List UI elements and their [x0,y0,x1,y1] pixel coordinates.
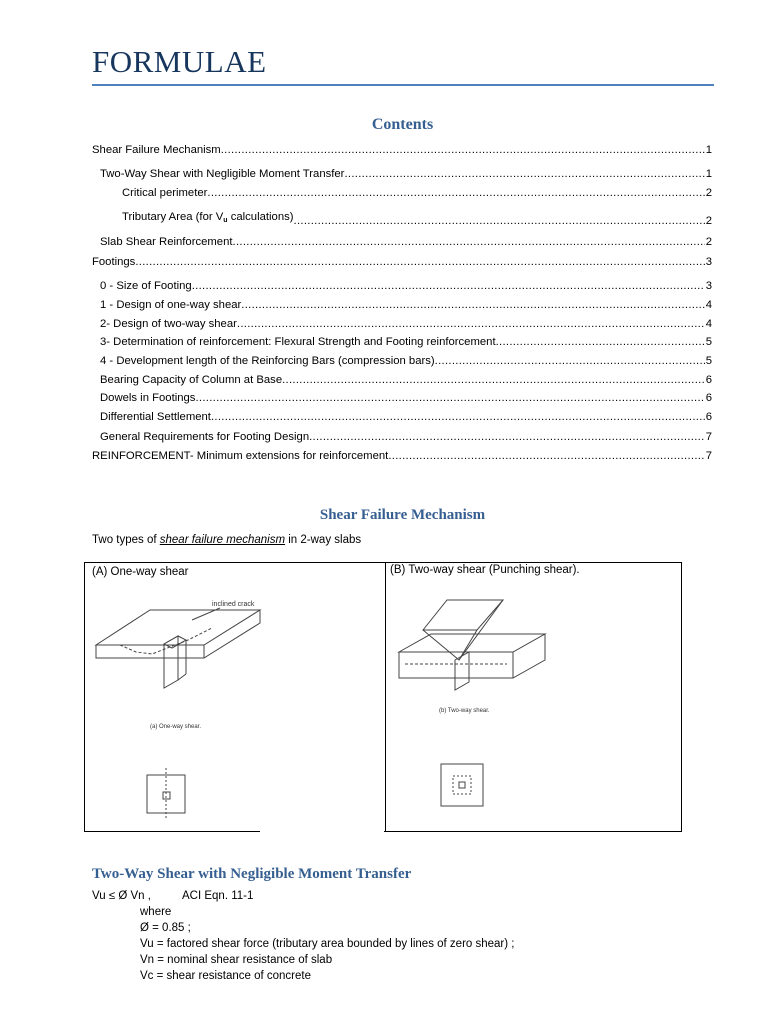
toc-entry-page: 5 [705,336,712,348]
two-way-shear-heading: Two-Way Shear with Negligible Moment Transfer [92,866,412,882]
toc-entry-label: Two-Way Shear with Negligible Moment Transfer [100,168,345,180]
toc-entry-page: 6 [705,392,712,404]
toc-entry[interactable] [100,373,712,387]
toc-leader [221,143,705,157]
toc-entry-label: 1 - Design of one-way shear [100,299,242,311]
toc-entry-label: Critical perimeter [122,187,208,199]
toc-leader [388,449,704,463]
toc-entry-page: 7 [705,431,712,443]
toc-entry[interactable] [100,335,712,349]
shear-failure-heading: Shear Failure Mechanism [319,507,486,523]
toc-entry[interactable] [100,317,712,331]
toc-entry-label: 0 - Size of Footing [100,280,192,292]
toc-leader [344,167,704,181]
toc-entry[interactable] [92,143,712,157]
toc-entry[interactable] [100,430,712,444]
toc-leader [435,354,705,368]
toc-entry[interactable] [92,449,712,463]
equation-lhs: Vu ≤ Ø Vn , [92,890,151,902]
toc-leader [282,373,705,387]
toc-entry-label: Footings [92,256,136,268]
toc-entry-page: 2 [705,236,712,248]
toc-entry-label: General Requirements for Footing Design [100,431,310,443]
toc-leader [294,214,705,228]
two-way-shear-figure [395,582,560,817]
toc-entry-page: 3 [705,280,712,292]
toc-entry-label: Dowels in Footings [100,392,196,404]
document-title: FORMULAE [92,44,267,79]
toc-entry-label: REINFORCEMENT- Minimum extensions for reinforcement [92,450,389,462]
toc-leader [192,279,705,293]
toc-entry[interactable] [100,354,712,368]
one-way-shear-figure [92,590,262,820]
vc-definition: Vc = shear resistance of concrete [140,970,311,982]
contents-heading: Contents [371,116,434,133]
figure-a-caption: (A) One-way shear [92,566,189,578]
toc-entry[interactable] [122,186,712,200]
shear-intro-text: Two types of shear failure mechanism in 2-way slabs [92,534,362,546]
toc-entry[interactable] [100,298,712,312]
toc-entry-page: 4 [705,318,712,330]
figure-border-gap [260,830,384,834]
toc-entry-page: 3 [705,256,712,268]
toc-entry[interactable] [92,255,712,269]
toc-leader [237,317,705,331]
toc-entry-label: Shear Failure Mechanism [92,144,221,156]
toc-entry-page: 2 [705,215,712,227]
toc-leader [309,430,705,444]
toc-leader [211,410,705,424]
toc-leader [195,391,704,405]
toc-entry-page: 5 [705,355,712,367]
figure-a-crack-label: inclined crack [212,601,255,608]
where-label: where [140,906,172,918]
toc-entry[interactable] [100,410,712,424]
equation-reference: ACI Eqn. 11-1 [182,890,254,902]
phi-definition: Ø = 0.85 ; [140,922,191,934]
toc-entry[interactable] [100,391,712,405]
toc-entry-label: Slab Shear Reinforcement [100,236,233,248]
toc-entry-page: 1 [705,144,712,156]
toc-entry[interactable] [100,167,712,181]
table-of-contents [0,0,768,470]
toc-leader [233,235,705,249]
toc-entry[interactable] [100,235,712,249]
toc-entry-label: Differential Settlement [100,411,211,423]
figure-b-caption: (B) Two-way shear (Punching shear). [390,564,580,576]
toc-leader [496,335,705,349]
figure-divider [385,563,386,831]
figure-a-subcaption: (a) One-way shear. [150,724,202,730]
toc-entry-page: 7 [705,450,712,462]
toc-entry-page: 1 [705,168,712,180]
toc-entry-page: 6 [705,411,712,423]
toc-entry-label: 4 - Development length of the Reinforcing Bars (compression bars) [100,355,435,367]
toc-entry-label: Tributary Area (for $V_u$ calculations) [122,211,294,224]
toc-entry-page: 4 [705,299,712,311]
figure-b-subcaption: (b) Two-way shear. [439,708,490,714]
toc-entry[interactable] [122,210,712,228]
toc-entry-label: 3- Determination of reinforcement: Flexural Strength and Footing reinforcement [100,336,496,348]
vu-definition: Vu = factored shear force (tributary area bounded by lines of zero shear) ; [140,938,515,950]
toc-leader [207,186,704,200]
toc-entry-label: Bearing Capacity of Column at Base [100,374,283,386]
vn-definition: Vn = nominal shear resistance of slab [140,954,333,966]
toc-leader [135,255,704,269]
toc-entry-page: 6 [705,374,712,386]
shear-intro-emphasis: shear failure mechanism [159,534,286,546]
toc-entry[interactable] [100,279,712,293]
toc-entry-page: 2 [705,187,712,199]
toc-entry-label: 2- Design of two-way shear [100,318,237,330]
toc-leader [241,298,704,312]
